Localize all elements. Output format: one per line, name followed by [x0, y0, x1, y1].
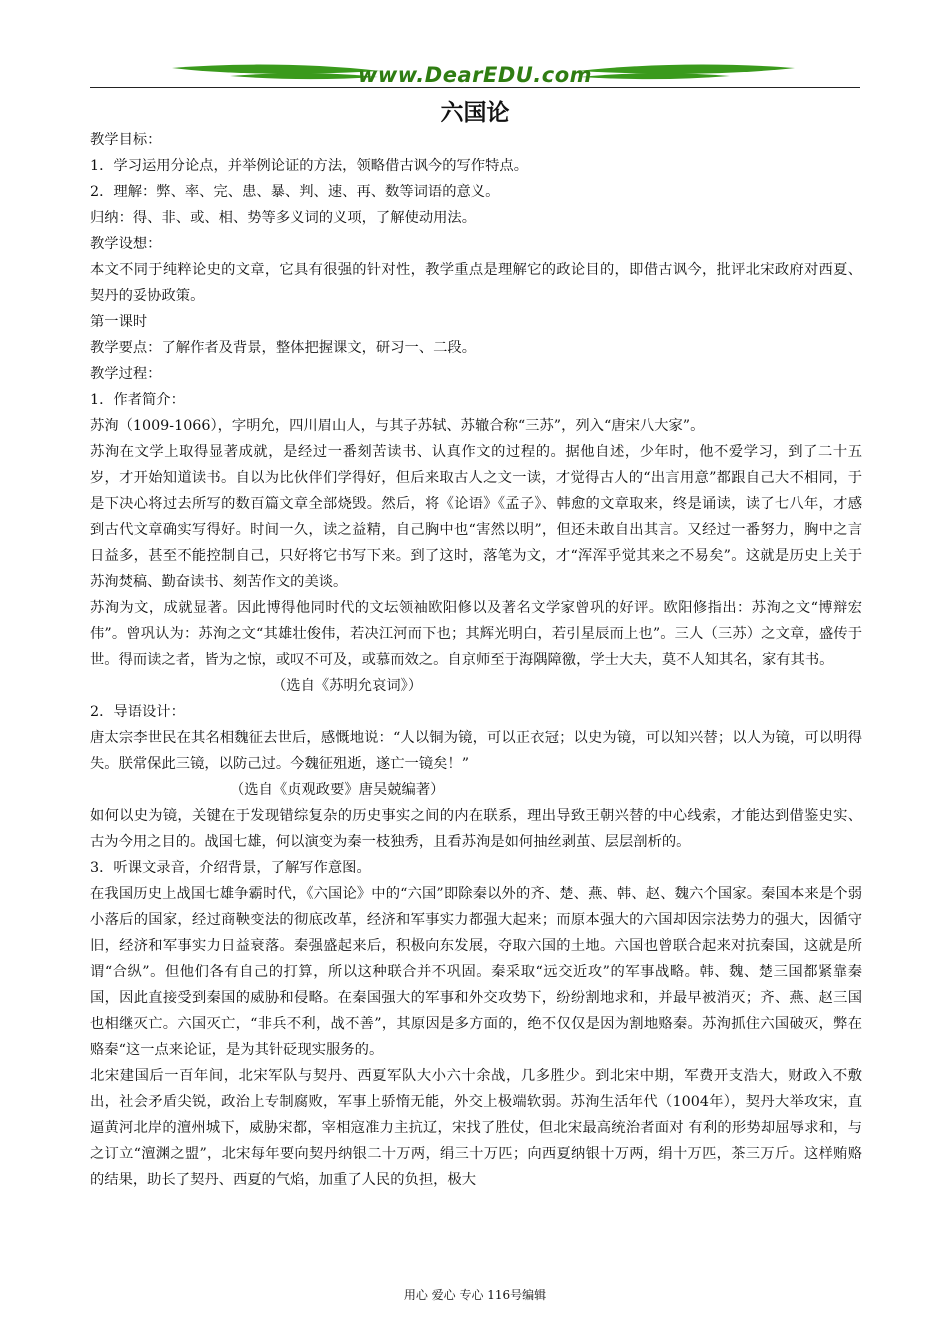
paragraph: 本文不同于纯粹论史的文章，它具有很强的针对性，教学重点是理解它的政论目的，即借古讽今，批评北宋政府对西夏、契丹的妥协政策。 [90, 262, 862, 304]
paragraph: 苏洵为文，成就显著。因此博得他同时代的文坛领袖欧阳修以及著名文学家曾巩的好评。欧阳修指出：苏洵之文“博辩宏伟”。曾巩认为：苏洵之文“其雄壮俊伟，若决江河而下也；其辉光明白，若引星辰而上也”。三人（三苏）之文章，盛传于世。得而读之者，皆为之惊，或叹不可及，或慕而效之。自京师至于海隅障徼，学士大夫，莫不人知其名，家有其书。 [90, 600, 862, 668]
section-heading: 第一课时 [90, 314, 148, 330]
paragraph: 唐太宗李世民在其名相魏征去世后，感慨地说：“人以铜为镜，可以正衣冠；以史为镜，可以知兴替；以人为镜，可以明得失。朕常保此三镜，以防己过。今魏征殂逝，遂亡一镜矣！” [90, 730, 862, 772]
list-item: 1．学习运用分论点，并举例论证的方法，领略借古讽今的写作特点。 [90, 158, 528, 174]
page-footer: 用心 爱心 专心 116号编辑 [403, 1288, 547, 1302]
paragraph: 教学要点：了解作者及背景，整体把握课文，研习一、二段。 [90, 340, 477, 356]
paragraph: 北宋建国后一百年间，北宋军队与契丹、西夏军队大小六十余战，几多胜少。到北宋中期，军费开支浩大，财政入不敷出，社会矛盾尖锐，政治上专制腐败，军事上骄惰无能，外交上极端软弱。苏洵生活年代（1004年），契丹大举攻宋，直逼黄河北岸的澶州城下，威胁宋都，宰相寇准力主抗辽，宋找了胜仗，但北宋最高统治者面对 有利的形势却屈辱求和，与之订立“澶渊之盟”，北宋每年要向契丹纳银二十万两，绢三十万匹；向西夏纳银十万两，绢十万匹，茶三万斤。这样贿赂的结果，助长了契丹、西夏的气焰，加重了人民的负担，极大 [90, 1068, 862, 1188]
list-item: 2．理解：弊、率、完、患、暴、判、速、再、数等词语的意义。 [90, 184, 500, 200]
paragraph: 苏洵在文学上取得显著成就，是经过一番刻苦读书、认真作文的过程的。据他自述，少年时，他不爱学习，到了二十五岁，才开始知道读书。自以为比伙伴们学得好，但后来取古人之文一读，才觉得古人的“出言用意”都跟自己大不相同，于是下决心将过去所写的数百篇文章全部烧毁。然后，将《论语》《孟子》、韩愈的文章取来，终是诵读，读了七八年，才感到古代文章确实写得好。时间一久，读之益精，自己胸中也“害然以明”，但还未敢自出其言。又经过一番努力，胸中之言日益多，甚至不能控制自己，只好将它书写下来。到了这时，落笔为文，才“浑浑乎觉其来之不易矣”。这就是历史上关于苏洵焚稿、勤奋读书、刻苦作文的美谈。 [90, 444, 862, 590]
paragraph: 归纳：得、非、或、相、势等多义词的义项，了解使动用法。 [90, 210, 477, 226]
list-item: 3．听课文录音，介绍背景，了解写作意图。 [90, 860, 371, 876]
document-title: 六国论 [440, 99, 510, 126]
section-heading: 教学设想： [90, 236, 162, 252]
header-divider [90, 87, 860, 88]
paragraph: 在我国历史上战国七雄争霸时代，《六国论》中的“六国”即除秦以外的齐、楚、燕、韩、赵、魏六个国家。秦国本来是个弱小落后的国家，经过商鞅变法的彻底改革，经济和军事实力都强大起来；而原本强大的六国却因宗法势力的强大，因循守旧，经济和军事实力日益衰落。秦强盛起来后，积极向东发展，夺取六国的土地。六国也曾联合起来对抗秦国，这就是所谓“合纵”。但他们各有自己的打算，所以这种联合并不巩固。秦采取“远交近攻”的军事战略。韩、魏、楚三国都紧靠秦国，因此直接受到秦国的威胁和侵略。在秦国强大的军事和外交攻势下，纷纷割地求和，并最早被消灭；齐、燕、赵三国也相继灭亡。六国灭亡，“非兵不利，战不善”，其原因是多方面的，绝不仅仅是因为割地赂秦。苏洵抓住六国破灭，弊在赂秦“这一点来论证，是为其针砭现实服务的。 [90, 886, 862, 1058]
list-item: 1．作者简介： [90, 392, 185, 408]
source-citation: （选自《苏明允哀词》） [272, 678, 423, 694]
section-heading: 教学目标： [90, 132, 162, 148]
list-item: 2．导语设计： [90, 704, 185, 720]
source-citation: （选自《贞观政要》唐吴兢编著） [230, 782, 445, 798]
document-body [90, 127, 862, 1193]
paragraph: 如何以史为镜，关键在于发现错综复杂的历史事实之间的内在联系，理出导致王朝兴替的中心线索，才能达到借鉴史实、古为今用之目的。战国七雄，何以演变为秦一枝独秀，且看苏洵是如何抽丝剥茧、层层剖析的。 [90, 808, 862, 850]
section-heading: 教学过程： [90, 366, 162, 382]
paragraph: 苏洵（1009-1066），字明允，四川眉山人，与其子苏轼、苏辙合称“三苏”，列入“唐宋八大家”。 [90, 418, 705, 434]
site-logo-text[interactable]: www.DearEDU.com [357, 63, 593, 87]
